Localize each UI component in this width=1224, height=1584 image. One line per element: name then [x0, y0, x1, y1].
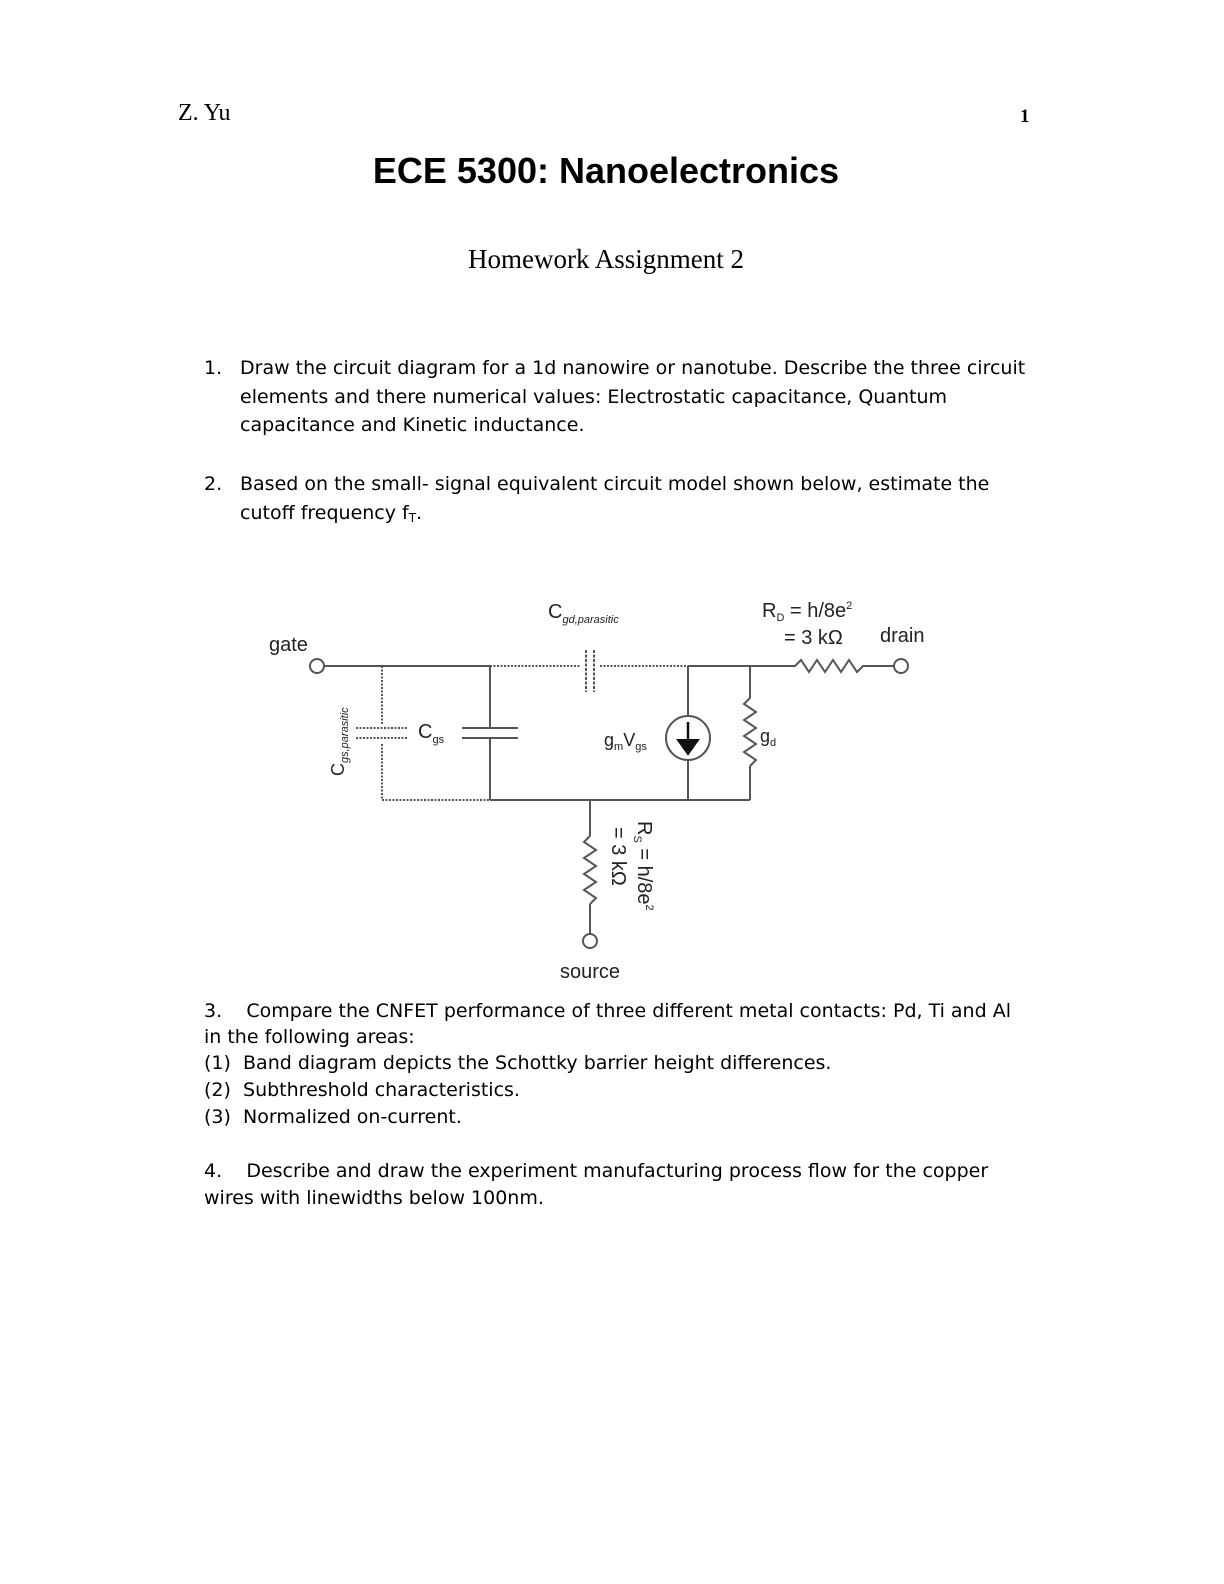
svg-text:RS = h/8e2: $R_S = h/8e^2$: [631, 821, 655, 911]
header-author: Z. Yu: [178, 100, 231, 126]
question-2-text: [240, 470, 1050, 532]
list-item: (1) Band diagram depicts the Schottky barrier height differences.: [204, 1052, 832, 1074]
cgd-parasitic-capacitor: [586, 650, 594, 692]
svg-text:= 3 kΩ: = 3 kΩ: [607, 827, 629, 886]
gate-terminal: [310, 659, 324, 673]
gm-vgs-current-source: [666, 716, 710, 760]
document-title: ECE 5300: Nanoelectronics: [372, 150, 840, 191]
source-terminal: [583, 934, 597, 948]
svg-text:RD = h/8e2: $R_D = h/8e^2$: [762, 600, 853, 624]
question-3-text: [204, 998, 1034, 1050]
drain-terminal: [894, 659, 908, 673]
gd-resistor: [744, 698, 756, 766]
source-label: source: [560, 961, 621, 983]
rd-label: [762, 600, 852, 649]
gm-vgs-label: $g_mV_{gs}$: [604, 730, 647, 753]
question-2-text-main: Based on the small- signal equivalent circuit model shown below, estimate the cutoff frequency f: [240, 473, 990, 524]
cgs-parasitic-capacitor: [356, 728, 408, 738]
list-item: (3) Normalized on-current.: [204, 1106, 462, 1128]
question-2-number: 2.: [204, 473, 223, 495]
question-2-subscript: T: [408, 510, 417, 525]
cgs-capacitor: [462, 728, 518, 738]
rd-resistor: [750, 660, 894, 672]
question-3-body: Compare the CNFET performance of three different metal contacts: Pd, Ti and Al in the following areas:: [204, 1000, 1011, 1048]
cgd-parasitic-label: $C_{gd,parasitic}$: [548, 601, 619, 626]
page-number: 1: [1020, 106, 1030, 127]
svg-text:= 3 kΩ: = 3 kΩ: [784, 627, 843, 649]
question-4-text: [204, 1158, 1034, 1212]
question-4-number: 4.: [204, 1160, 223, 1182]
question-2-text-end: .: [416, 501, 423, 524]
question-4-body: Describe and draw the experiment manufacturing process flow for the copper wires with linewidths below 100nm.: [204, 1160, 989, 1209]
question-1-text: Draw the circuit diagram for a 1d nanowire or nanotube. Describe the three circuit elements and there numerical values: Electrostatic capacitance, Quantum capacitance and Kinetic inductance.: [240, 357, 1026, 436]
gd-label: $g_d$: [760, 726, 777, 749]
question-3-number: 3.: [204, 1000, 223, 1022]
small-signal-circuit-diagram: [250, 590, 970, 990]
gate-label: gate: [269, 634, 308, 656]
cgs-label: $C_{gs}$: [418, 721, 445, 746]
cgs-parasitic-label: $C_{gs,parasitic}$: [328, 707, 351, 776]
question-1-number: 1.: [204, 357, 223, 379]
drain-label: drain: [880, 625, 925, 647]
document-subtitle: Homework Assignment 2: [468, 244, 744, 274]
list-item: (2) Subthreshold characteristics.: [204, 1079, 520, 1101]
rs-label: [607, 821, 655, 911]
question-3-list: [204, 1050, 831, 1131]
rs-resistor: [584, 836, 596, 904]
